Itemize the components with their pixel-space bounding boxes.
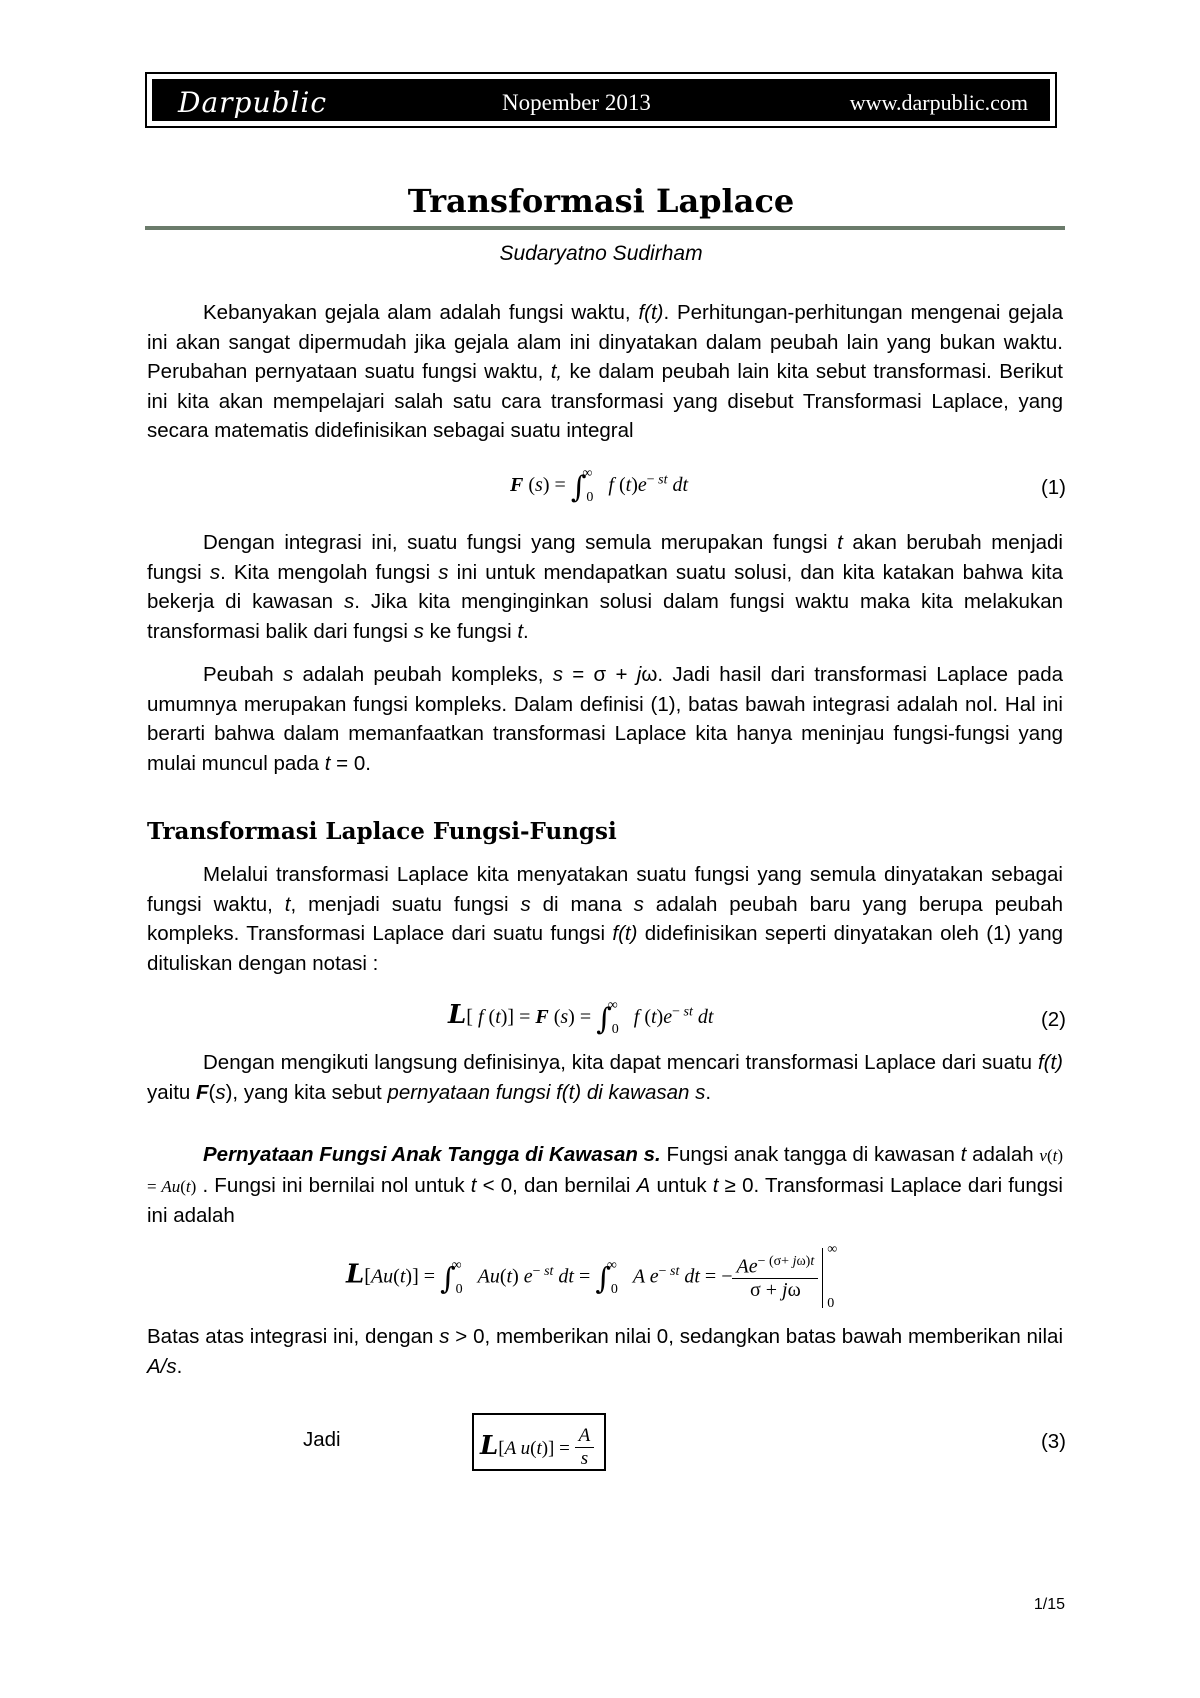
paragraph-intro: Kebanyakan gejala alam adalah fungsi waktu, f(t). Perhitungan-perhitungan mengenai gejala ini akan sangat dipermudah jika gejala alam ini dinyatakan dalam peubah lain yang bukan waktu. Perubahan pernyataan suatu fungsi waktu, t, ke dalam peubah lain kita sebut transformasi. Berikut ini kita akan mempelajari salah satu cara transformasi yang disebut Transformasi Laplace, yang secara matematis didefinisikan sebagai suatu integral xyxy=(147,301,1064,442)
publication-date: Nopember 2013 xyxy=(502,90,651,115)
equation-2-number: (2) xyxy=(1040,1008,1066,1031)
author-name: Sudaryatno Sudirham xyxy=(499,242,703,265)
equation-1-number: (1) xyxy=(1040,476,1066,499)
paragraph-complex-variable: Peubah s adalah peubah kompleks, s = σ + jω. Jadi hasil dari transformasi Laplace pada umumnya merupakan fungsi kompleks. Dalam definisi (1), batas bawah integrasi adalah nol. Hal ini berarti bahwa dalam memanfaatkan transformasi Laplace kita hanya meninjau fungsi-fungsi yang mulai muncul pada t = 0. xyxy=(147,663,1063,775)
title-divider xyxy=(145,226,1065,230)
equation-2: L[ f (t)] = F $(s) = \int^\infty_0$ f $(t)e^{- st}$ dt xyxy=(448,998,714,1037)
equation-1: F $(s) = \int^\infty_0$ f $(t)e^{- st}$ dt xyxy=(510,466,689,505)
paragraph-integration-limits: Batas atas integrasi ini, dengan s > 0, memberikan nilai 0, sedangkan batas bawah memberikan nilai A/s. xyxy=(147,1325,1063,1378)
paragraph-s-representation: Dengan mengikuti langsung definisinya, kita dapat mencari transformasi Laplace dari suatu f(t) yaitu F(s), yang kita sebut pernyataan fungsi f(t) di kawasan s. xyxy=(147,1051,1063,1104)
page-number: 1/15 xyxy=(1033,1596,1065,1613)
header-banner xyxy=(145,72,1057,128)
paragraph-definition: Melalui transformasi Laplace kita menyatakan suatu fungsi yang semula dinyatakan sebagai fungsi waktu, t, menjadi suatu fungsi s di mana s adalah peubah baru yang berupa peubah kompleks. Transformasi Laplace dari suatu fungsi f(t) didefinisikan seperti dinyatakan oleh (1) yang dituliskan dengan notasi : xyxy=(147,863,1064,975)
conclusion-label: Jadi xyxy=(303,1428,341,1451)
brand-name: Darpublic xyxy=(178,86,327,119)
section-heading: Transformasi Laplace Fungsi-Fungsi xyxy=(147,818,617,845)
paragraph-s-domain: Dengan integrasi ini, suatu fungsi yang semula merupakan fungsi t akan berubah menjadi fungsi s. Kita mengolah fungsi s ini untuk mendapatkan suatu solusi, dan kita katakan bahwa kita bekerja di kawasan s. Jika kita menginginkan solusi dalam fungsi waktu maka kita melakukan transformasi balik dari fungsi s ke fungsi t. xyxy=(147,531,1063,643)
equation-3-box: L[A u(t)] = $\frac{A}{s}$ xyxy=(472,1413,606,1471)
paragraph-step-function: Pernyataan Fungsi Anak Tangga di Kawasan s. Fungsi anak tangga di kawasan t adalah v(t) = Au(t) . Fungsi ini bernilai nol untuk t < 0, dan bernilai A untuk t ≥ 0. Transformasi Laplace dari fungsi ini adalah xyxy=(147,1143,1064,1227)
website-url: www.darpublic.com xyxy=(849,90,1028,115)
equation-3-number: (3) xyxy=(1040,1430,1066,1453)
header-banner-inner xyxy=(152,79,1050,121)
page-title: Transformasi Laplace xyxy=(407,182,795,220)
equation-step-transform: $L[Au(t)] = \int^\infty_0$ Au(t) $e^{- st}$ dt = $\int^\infty_0$ A $e^{- st}$ dt = − $\frac{Ae^{- (\sigma+ j\omega)t}}{\sigma + j\omega}$ ∞ 0 xyxy=(346,1242,838,1311)
